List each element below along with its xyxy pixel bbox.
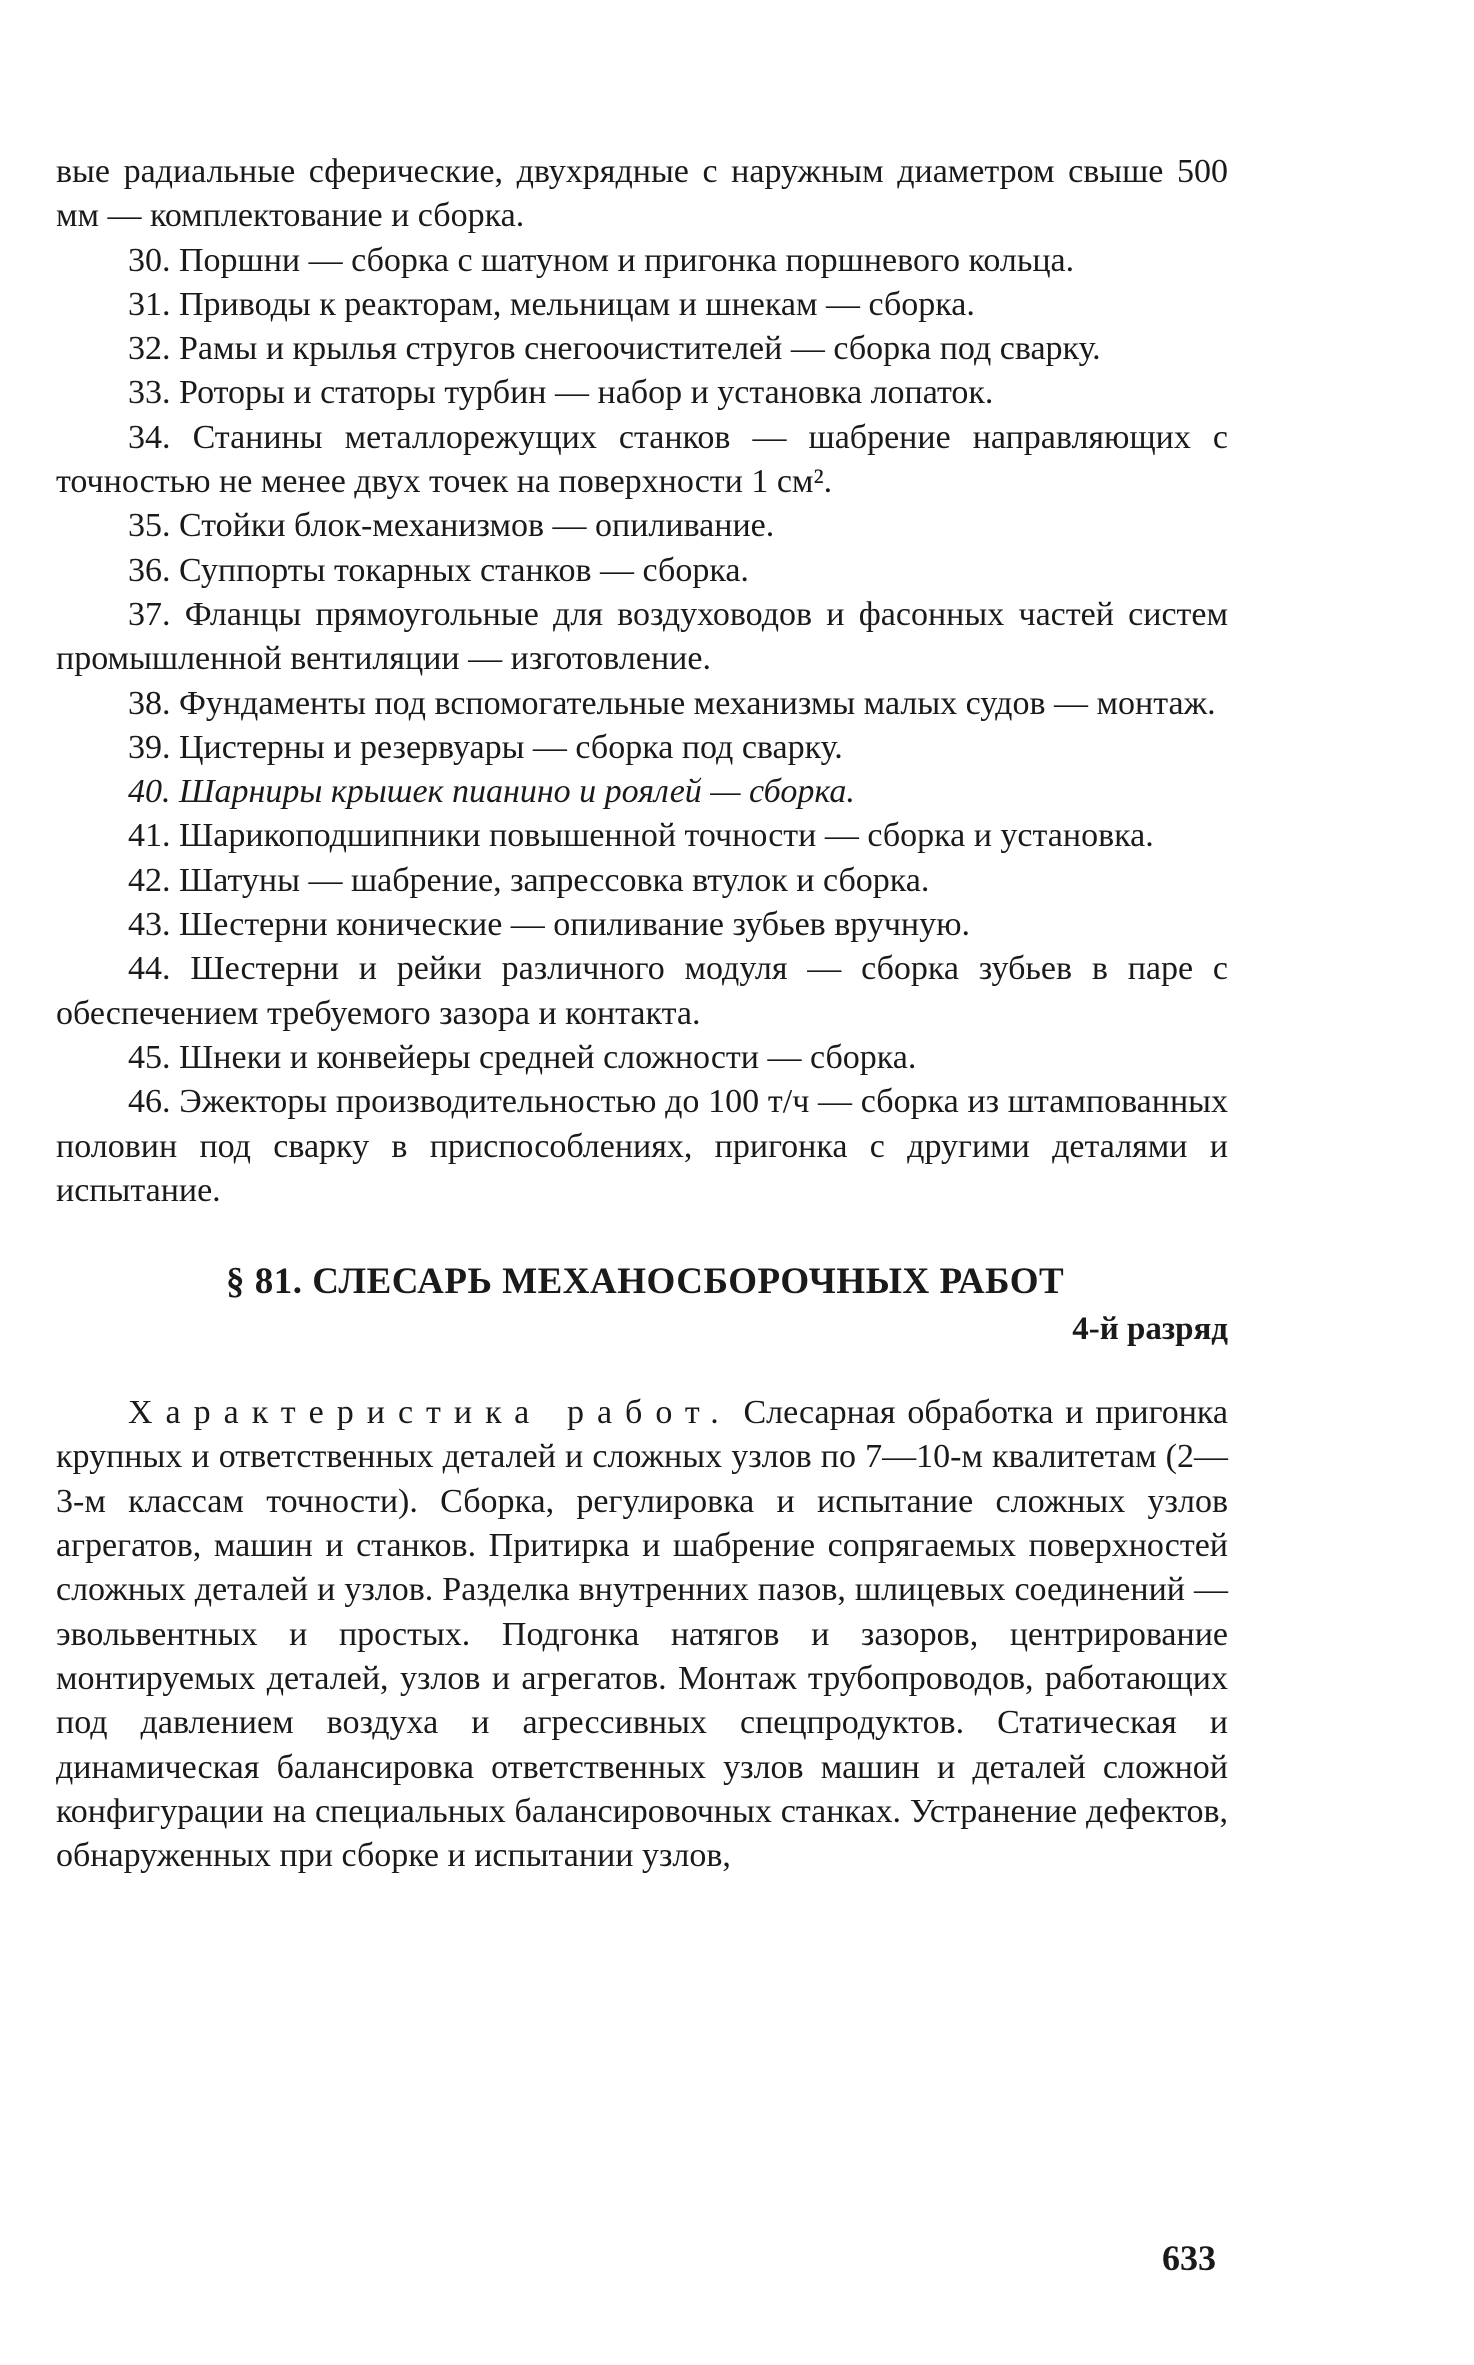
list-item: 41. Шарикоподшипники повышенной точности — сборка и установка. xyxy=(128,817,1154,855)
list-item: 34. Станины металлорежущих станков — шабрение направляющих с точностью не менее двух точек на поверхности 1 см². xyxy=(56,418,1228,501)
list-item: 46. Эжекторы производительностью до 100 т/ч — сборка из штампованных половин под сварку в приспособлениях, пригонка с другими деталями и испытание. xyxy=(56,1083,1228,1209)
list-item: 44. Шестерни и рейки различного модуля — сборка зубьев в паре с обеспечением требуемого зазора и контакта. xyxy=(56,950,1228,1032)
list-item: 30. Поршни — сборка с шатуном и пригонка поршневого кольца. xyxy=(128,241,1075,279)
numbered-items-list xyxy=(56,150,1228,1213)
list-item: 36. Суппорты токарных станков — сборка. xyxy=(128,551,749,589)
page-content xyxy=(56,150,1228,1878)
list-item: 40. Шарниры крышек пианино и роялей — сборка. xyxy=(128,773,855,811)
list-item: 43. Шестерни конические — опиливание зубьев вручную. xyxy=(128,906,971,944)
section-heading: § 81. СЛЕСАРЬ МЕХАНОСБОРОЧНЫХ РАБОТ xyxy=(226,1261,1065,1303)
list-item: 35. Стойки блок-механизмов — опиливание. xyxy=(128,507,775,545)
page-number: 633 xyxy=(1162,2238,1216,2278)
list-item: 37. Фланцы прямоугольные для воздуховодов и фасонных частей систем промышленной вентиляции — изготовление. xyxy=(56,595,1228,678)
list-item: 33. Роторы и статоры турбин — набор и установка лопаток. xyxy=(128,374,994,412)
list-item: 39. Цистерны и резервуары — сборка под сварку. xyxy=(128,728,843,766)
list-item: 42. Шатуны — шабрение, запрессовка втулок и сборка. xyxy=(128,861,930,899)
continued-item-text: вые радиальные сферические, двухрядные с наружным диаметром свыше 500 мм — комплектование и сборка. xyxy=(56,153,1228,235)
list-item: 31. Приводы к реакторам, мельницам и шнекам — сборка. xyxy=(128,285,975,323)
list-item: 45. Шнеки и конвейеры средней сложности — сборка. xyxy=(128,1038,917,1076)
list-item: 38. Фундаменты под вспомогательные механизмы малых судов — монтаж. xyxy=(128,684,1216,722)
characteristics-text: Слесарная обработка и пригонка крупных и ответственных деталей и сложных узлов по 7—10-м квалитетам (2—3-м классам точности). Сборка, регулировка и испытание сложных узлов агрегатов, машин и станков. Притирка и шабрение сопрягаемых поверхностей сложных деталей и узлов. Разделка внутренних пазов, шлицевых соединений — эвольвентных и простых. Подгонка натягов и зазоров, центрирование монтируемых деталей, узлов и агрегатов. Монтаж трубопроводов, работающих под давлением воздуха и агрессивных спецпродуктов. Статическая и динамическая балансировка ответственных узлов машин и деталей сложной конфигурации на специальных балансировочных станках. Устранение дефектов, обнаруженных при сборке и испытании узлов, xyxy=(56,1394,1228,1875)
characteristics-label: Характеристика работ. xyxy=(128,1394,732,1432)
characteristics-paragraph xyxy=(56,1391,1228,1878)
list-item: 32. Рамы и крылья стругов снегоочистителей — сборка под сварку. xyxy=(128,330,1101,368)
grade-label: 4-й разряд xyxy=(1072,1311,1228,1348)
